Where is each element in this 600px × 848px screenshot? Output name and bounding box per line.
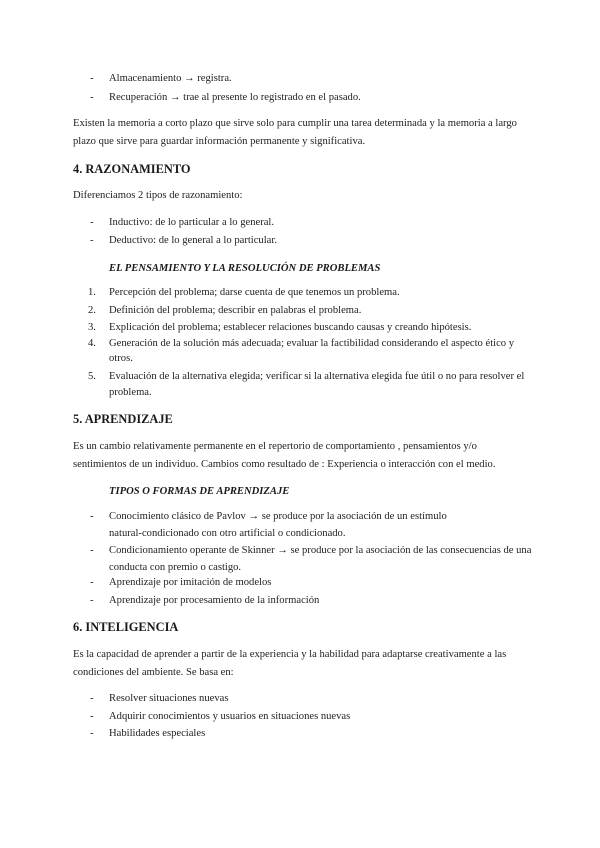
step-text: otros.: [109, 353, 133, 364]
list-item: Condicionamiento operante de Skinner → se produce por la asociación de las consecuencias de una: [109, 545, 532, 556]
bullet-dash: -: [90, 92, 94, 103]
section-heading-inteligencia: 6. INTELIGENCIA: [73, 620, 179, 634]
step-number: 3.: [88, 322, 96, 333]
paragraph-line: sentimientos de un individuo. Cambios como resultado de : Experiencia o interacción con el medio.: [73, 459, 496, 470]
bullet-dash: -: [90, 217, 94, 228]
paragraph-line: Es un cambio relativamente permanente en el repertorio de comportamiento , pensamientos y/o: [73, 441, 477, 452]
step-text: Evaluación de la alternativa elegida; verificar si la alternativa elegida fue útil o no para resolver el: [109, 371, 525, 382]
section-heading-aprendizaje: 5. APRENDIZAJE: [73, 412, 173, 426]
list-item: Deductivo: de lo general a lo particular.: [109, 235, 277, 246]
step-text: Generación de la solución más adecuada; evaluar la factibilidad considerando el aspecto ético y: [109, 338, 515, 349]
list-item: Aprendizaje por procesamiento de la información: [109, 595, 320, 606]
step-text: Percepción del problema; darse cuenta de que tenemos un problema.: [109, 287, 400, 298]
bullet-dash: -: [90, 545, 94, 556]
bullet-dash: -: [90, 728, 94, 739]
list-item: Recuperación → trae al presente lo registrado en el pasado.: [109, 92, 361, 103]
bullet-dash: -: [90, 235, 94, 246]
list-item: Conocimiento clásico de Pavlov → se produce por la asociación de un estímulo: [109, 511, 447, 522]
step-number: 2.: [88, 305, 96, 316]
section-heading-razonamiento: 4. RAZONAMIENTO: [73, 162, 191, 176]
list-item: Almacenamiento → registra.: [109, 73, 232, 84]
paragraph-line: Es la capacidad de aprender a partir de la experiencia y la habilidad para adaptarse creativamente a las: [73, 649, 507, 660]
bullet-dash: -: [90, 693, 94, 704]
list-item: Adquirir conocimientos y usuarios en situaciones nuevas: [109, 711, 351, 722]
list-item: natural-condicionado con otro artificial o condicionado.: [109, 528, 346, 539]
subheading-tipos-aprendizaje: TIPOS O FORMAS DE APRENDIZAJE: [109, 486, 290, 497]
list-item: Inductivo: de lo particular a lo general.: [109, 217, 275, 228]
step-number: 4.: [88, 338, 96, 349]
list-item: Aprendizaje por imitación de modelos: [109, 577, 272, 588]
step-number: 5.: [88, 371, 96, 382]
subheading-pensamiento: EL PENSAMIENTO Y LA RESOLUCIÓN DE PROBLEMAS: [109, 263, 381, 274]
bullet-dash: -: [90, 711, 94, 722]
bullet-dash: -: [90, 595, 94, 606]
step-text: Explicación del problema; establecer relaciones buscando causas y creando hipótesis.: [109, 322, 472, 333]
list-item: Resolver situaciones nuevas: [109, 693, 229, 704]
bullet-dash: -: [90, 511, 94, 522]
step-text: Definición del problema; describir en palabras el problema.: [109, 305, 362, 316]
step-number: 1.: [88, 287, 96, 298]
paragraph-line: Existen la memoria a corto plazo que sirve solo para cumplir una tarea determinada y la memoria a largo: [73, 118, 517, 129]
list-item: conducta con premio o castigo.: [109, 562, 242, 573]
list-item: Habilidades especiales: [109, 728, 206, 739]
bullet-dash: -: [90, 73, 94, 84]
paragraph-line: Diferenciamos 2 tipos de razonamiento:: [73, 190, 243, 201]
bullet-dash: -: [90, 577, 94, 588]
paragraph-line: plazo que sirve para guardar información permanente y significativa.: [73, 136, 366, 147]
step-text: problema.: [109, 387, 152, 398]
paragraph-line: condiciones del ambiente. Se basa en:: [73, 667, 234, 678]
